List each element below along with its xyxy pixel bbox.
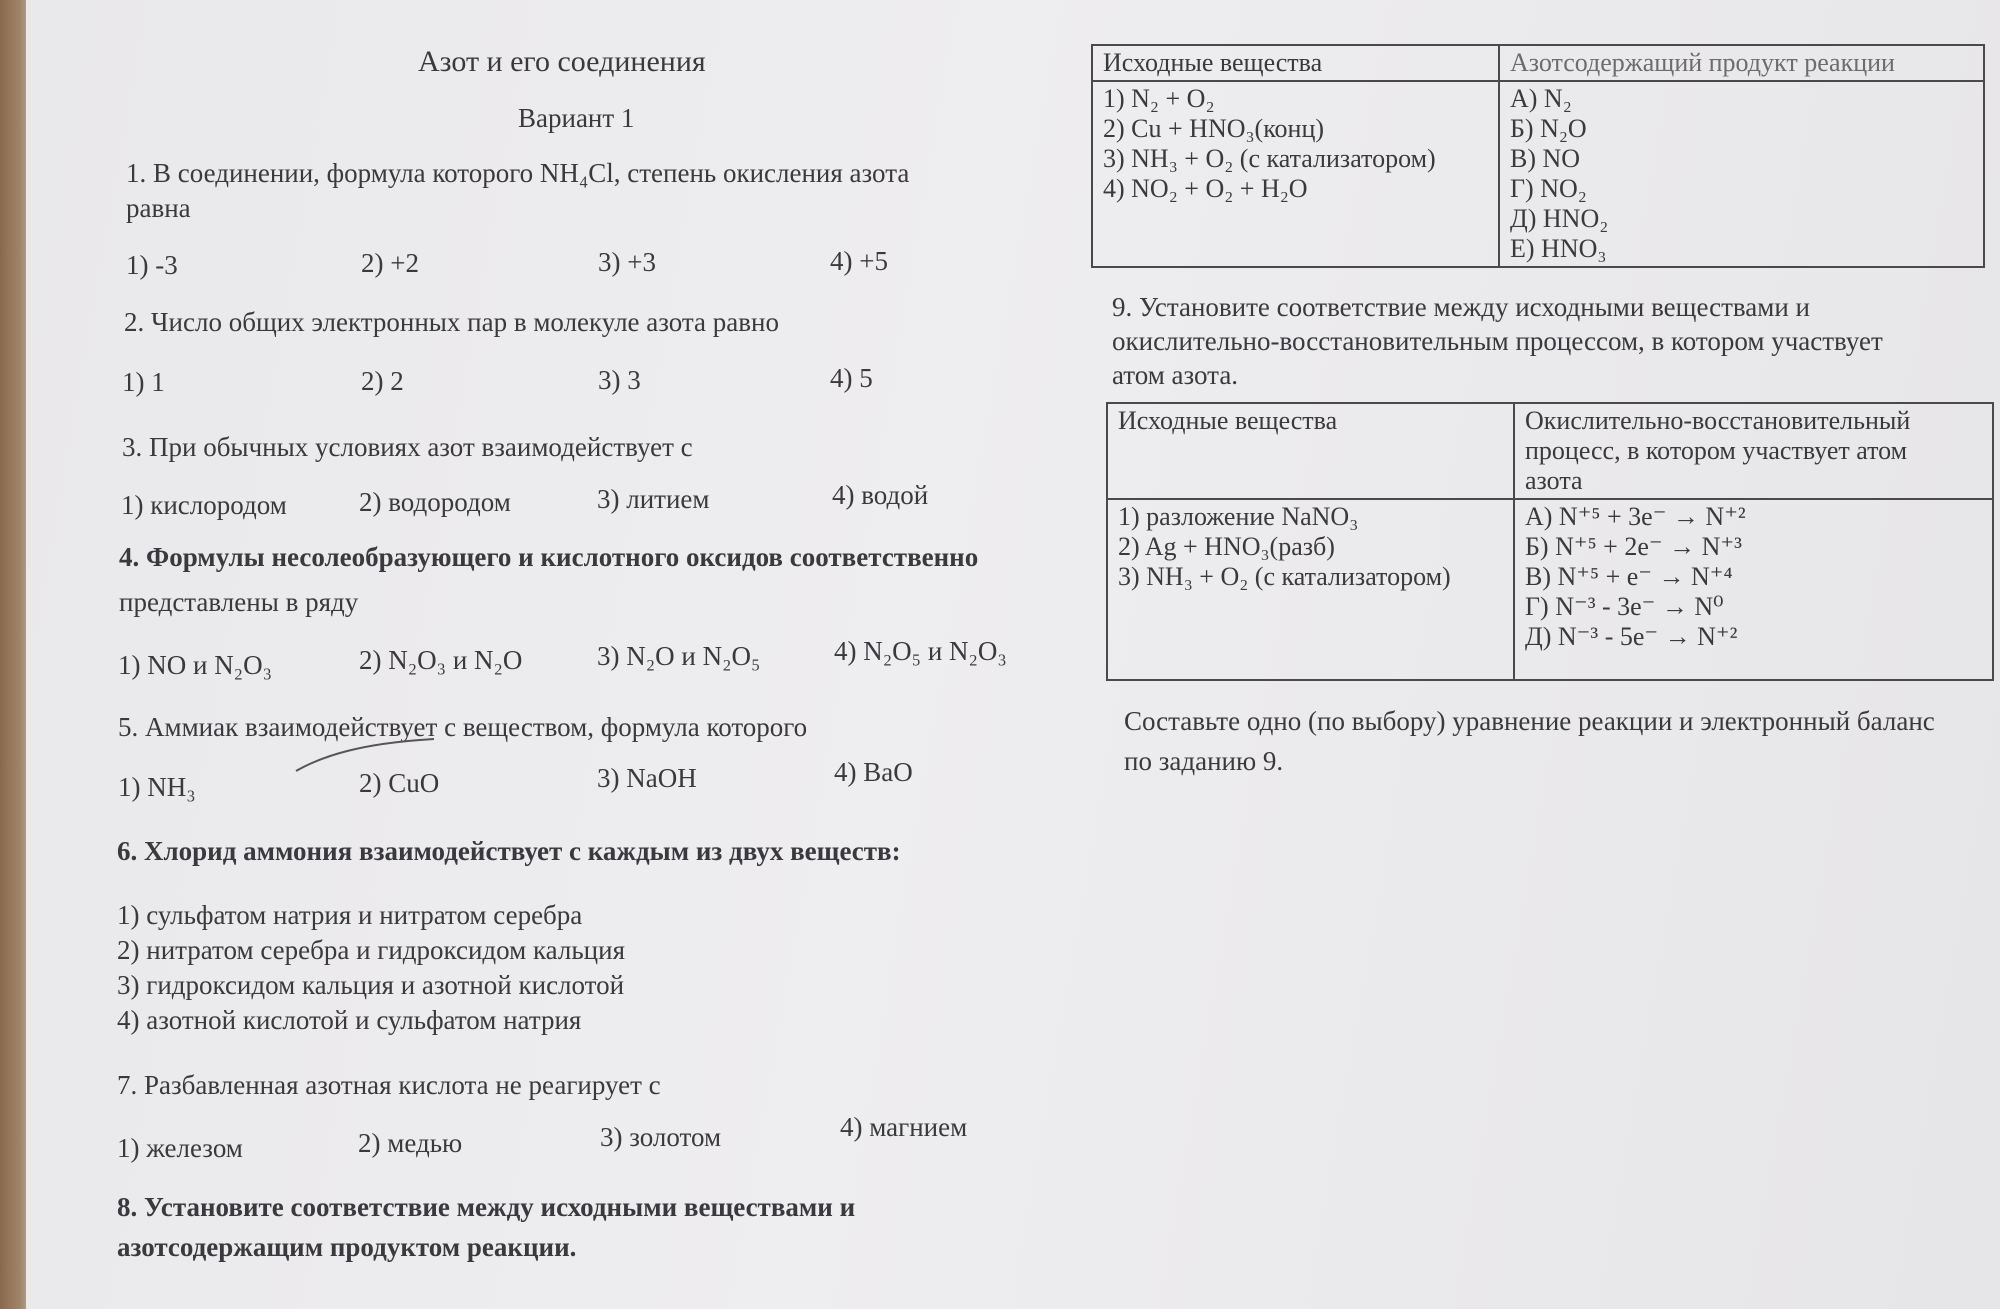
q2-option-2: 2) 2 [361,366,404,396]
q9-header-right-line: азота [1525,466,1583,495]
q9-left-item: 3) NH₃ + O₂ (с катализатором) [1118,562,1451,591]
q5-option-4: 4) BaO [834,757,913,787]
q9-right-item: Г) N⁻³ - 3e⁻ → N⁰ [1525,592,1724,621]
q6-text: 6. Хлорид аммония взаимодействует с каждым из двух веществ: [117,836,901,866]
q8-right-item: Г) NO₂ [1510,174,1587,203]
q8-text-cont: азотсодержащим продуктом реакции. [117,1232,577,1262]
q4-option-2: 2) N₂O₃ и N₂O [359,645,523,675]
q9-left-cell [1107,499,1514,680]
q4-text-cont: представлены в ряду [119,587,359,617]
q9-text-cont2: атом азота. [1112,360,1239,390]
q9-right-item: В) N⁺⁵ + e⁻ → N⁺⁴ [1525,562,1733,591]
q8-right-item: Д) HNO₂ [1510,204,1609,233]
q3-option-3: 3) литием [597,484,710,514]
q5-option-2: 2) CuO [359,768,440,798]
q9-header-right-line: Окислительно-восстановительный [1525,406,1911,435]
q4-text: 4. Формулы несолеобразующего и кислотного оксидов соответственно [119,542,979,572]
q5-text: 5. Аммиак взаимодействует с веществом, формула которого [118,712,808,742]
q7-text: 7. Разбавленная азотная кислота не реагирует с [117,1070,661,1100]
worksheet-title: Азот и его соединения [418,45,706,78]
variant-label: Вариант 1 [518,103,635,133]
q7-option-1: 1) железом [117,1133,243,1163]
q1-option-3: 3) +3 [598,247,656,277]
q9-text: 9. Установите соответствие между исходными веществами и [1112,292,1811,322]
q9-left-item: 1) разложение NaNO₃ [1118,502,1359,531]
q3-option-2: 2) водородом [359,487,511,517]
q4-option-4: 4) N₂O₅ и N₂O₃ [834,636,1007,666]
q4-option-1: 1) NO и N₂O₃ [118,650,273,680]
q9-right-cell [1514,499,1993,680]
q7-option-3: 3) золотом [600,1122,722,1152]
task-line-1: Составьте одно (по выбору) уравнение реакции и электронный баланс [1124,706,1935,736]
q1-text: 1. В соединении, формула которого NH₄Cl, степень окисления азота [126,158,910,188]
q6-option-4: 4) азотной кислотой и сульфатом натрия [117,1005,582,1035]
q7-option-2: 2) медью [358,1128,463,1158]
q6-option-2: 2) нитратом серебра и гидроксидом кальция [117,935,626,965]
q9-right-item: Д) N⁻³ - 5e⁻ → N⁺² [1525,622,1738,651]
q8-text: 8. Установите соответствие между исходными веществами и [117,1192,856,1222]
q9-table [1106,402,1994,681]
task-line-2: по заданию 9. [1124,746,1284,776]
q3-option-4: 4) водой [832,480,929,510]
q9-header-right [1514,403,1993,499]
q8-right-item: А) N₂ [1510,84,1572,113]
q8-header-right: Азотсодержащий продукт реакции [1499,45,1984,81]
q6-option-1: 1) сульфатом натрия и нитратом серебра [117,900,583,930]
q9-header-right-line: процесс, в котором участвует атом [1525,436,1908,465]
q1-option-1: 1) -3 [126,250,178,280]
q8-right-item: Е) HNO₃ [1510,234,1607,263]
q1-option-2: 2) +2 [361,248,419,278]
q6-option-3: 3) гидроксидом кальция и азотной кислотой [117,970,625,1000]
q2-option-4: 4) 5 [830,363,873,393]
q9-header-left: Исходные вещества [1107,403,1514,499]
q8-right-item: Б) N₂O [1510,114,1587,143]
q8-left-item: 2) Cu + HNO₃(конц) [1103,114,1325,143]
q9-left-item: 2) Ag + HNO₃(разб) [1118,532,1335,561]
q8-right-cell [1499,81,1984,267]
q8-left-item: 1) N₂ + O₂ [1103,84,1215,113]
q1-option-4: 4) +5 [830,246,888,276]
q8-header-left: Исходные вещества [1092,45,1499,81]
q8-left-item: 4) NO₂ + O₂ + H₂O [1103,174,1308,203]
q8-table [1091,44,1985,268]
q9-right-item: Б) N⁺⁵ + 2e⁻ → N⁺³ [1525,532,1742,561]
q3-option-1: 1) кислородом [121,490,287,520]
q9-text-cont: окислительно-восстановительным процессом, в котором участвует [1112,326,1883,356]
q2-text: 2. Число общих электронных пар в молекуле азота равно [124,307,779,337]
q4-option-3: 3) N₂O и N₂O₅ [597,641,761,671]
q2-option-1: 1) 1 [122,367,165,397]
q1-text-cont: равна [126,193,191,223]
q2-option-3: 3) 3 [598,365,641,395]
q8-left-item: 3) NH₃ + O₂ (с катализатором) [1103,144,1436,173]
q5-option-1: 1) NH₃ [118,772,196,802]
q7-option-4: 4) магнием [840,1112,968,1142]
q5-option-3: 3) NaOH [597,763,697,793]
q3-text: 3. При обычных условиях азот взаимодействует с [122,432,693,462]
q9-right-item: А) N⁺⁵ + 3e⁻ → N⁺² [1525,502,1746,531]
q8-right-item: В) NO [1510,144,1581,173]
worksheet-page [26,0,2000,1309]
q8-left-cell [1092,81,1499,267]
